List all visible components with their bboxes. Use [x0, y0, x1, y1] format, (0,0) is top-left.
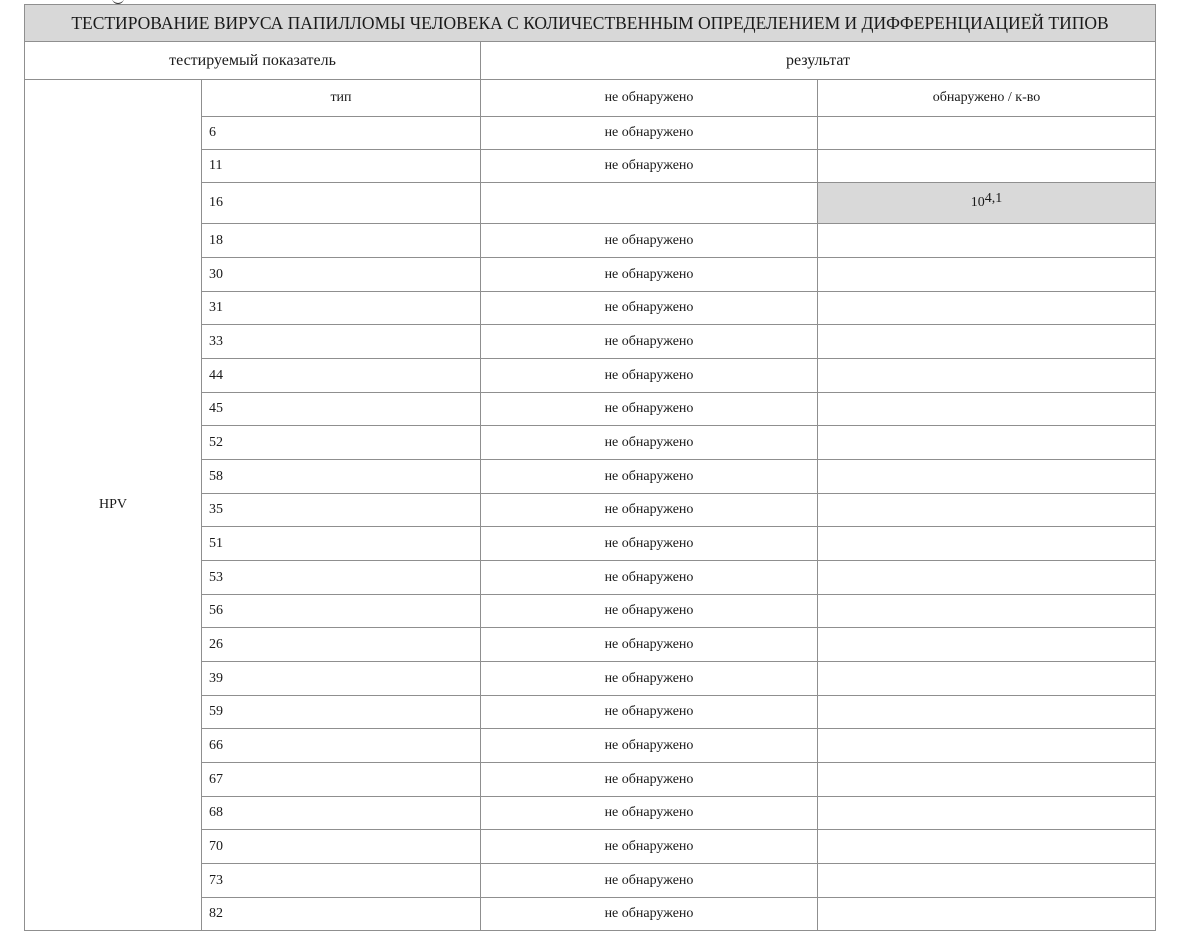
column-header-type: тип: [202, 80, 481, 117]
not-detected-cell: не обнаружено: [481, 527, 818, 561]
detected-quantity-cell: [818, 898, 1156, 931]
not-detected-cell: не обнаружено: [481, 325, 818, 359]
detected-quantity-cell: [818, 258, 1156, 292]
hpv-type-cell: 11: [202, 150, 481, 183]
not-detected-cell: не обнаружено: [481, 292, 818, 325]
hpv-type-cell: 35: [202, 494, 481, 527]
detected-quantity-cell: [818, 224, 1156, 258]
detected-quantity-cell: [818, 527, 1156, 561]
hpv-type-cell: 51: [202, 527, 481, 561]
not-detected-cell: не обнаружено: [481, 359, 818, 393]
detected-quantity-cell: [818, 460, 1156, 494]
not-detected-cell: не обнаружено: [481, 628, 818, 662]
not-detected-cell: не обнаружено: [481, 224, 818, 258]
detected-quantity-cell: [818, 150, 1156, 183]
detected-quantity-cell: [818, 494, 1156, 527]
detected-quantity-cell: [818, 696, 1156, 729]
indicator-name: HPV: [25, 80, 202, 931]
column-header-not-detected: не обнаружено: [481, 80, 818, 117]
not-detected-cell: не обнаружено: [481, 797, 818, 830]
detected-quantity-cell: [818, 183, 1156, 224]
not-detected-cell: не обнаружено: [481, 258, 818, 292]
detected-quantity-cell: [818, 864, 1156, 898]
header-result: результат: [481, 42, 1156, 80]
detected-quantity-cell: [818, 830, 1156, 864]
detected-quantity-cell: [818, 292, 1156, 325]
hpv-type-cell: 59: [202, 696, 481, 729]
detected-quantity-cell: [818, 561, 1156, 595]
detected-quantity-cell: [818, 797, 1156, 830]
detected-quantity-cell: [818, 628, 1156, 662]
hpv-type-cell: 18: [202, 224, 481, 258]
not-detected-cell: не обнаружено: [481, 460, 818, 494]
hpv-results-table: [24, 4, 1156, 931]
hpv-type-cell: 6: [202, 117, 481, 150]
detected-quantity-cell: [818, 117, 1156, 150]
not-detected-cell: не обнаружено: [481, 662, 818, 696]
quantity-base: 10: [970, 195, 985, 210]
quantity-exponent: 4,1: [984, 191, 1003, 206]
not-detected-cell: [481, 183, 818, 224]
hpv-type-cell: 67: [202, 763, 481, 797]
column-header-detected: обнаружено / к-во: [818, 80, 1156, 117]
hpv-type-cell: 26: [202, 628, 481, 662]
not-detected-cell: не обнаружено: [481, 393, 818, 426]
not-detected-cell: не обнаружено: [481, 763, 818, 797]
detected-quantity-cell: [818, 359, 1156, 393]
hpv-type-cell: 52: [202, 426, 481, 460]
not-detected-cell: не обнаружено: [481, 696, 818, 729]
detected-quantity-cell: [818, 662, 1156, 696]
detected-quantity-cell: [818, 426, 1156, 460]
hpv-type-cell: 31: [202, 292, 481, 325]
not-detected-cell: не обнаружено: [481, 864, 818, 898]
header-indicator: тестируемый показатель: [25, 42, 481, 80]
not-detected-cell: не обнаружено: [481, 830, 818, 864]
hpv-type-cell: 68: [202, 797, 481, 830]
not-detected-cell: не обнаружено: [481, 898, 818, 931]
detected-quantity-cell: [818, 729, 1156, 763]
hpv-type-cell: 58: [202, 460, 481, 494]
not-detected-cell: не обнаружено: [481, 595, 818, 628]
not-detected-cell: не обнаружено: [481, 150, 818, 183]
hpv-type-cell: 53: [202, 561, 481, 595]
hpv-type-cell: 30: [202, 258, 481, 292]
detected-quantity-cell: [818, 325, 1156, 359]
hpv-type-cell: 39: [202, 662, 481, 696]
not-detected-cell: не обнаружено: [481, 561, 818, 595]
detected-quantity-cell: [818, 595, 1156, 628]
hpv-type-cell: 70: [202, 830, 481, 864]
detected-quantity-cell: [818, 393, 1156, 426]
not-detected-cell: не обнаружено: [481, 117, 818, 150]
hpv-type-cell: 44: [202, 359, 481, 393]
hpv-type-cell: 82: [202, 898, 481, 931]
not-detected-cell: не обнаружено: [481, 426, 818, 460]
not-detected-cell: не обнаружено: [481, 729, 818, 763]
hpv-type-cell: 56: [202, 595, 481, 628]
hpv-type-cell: 66: [202, 729, 481, 763]
hpv-type-cell: 16: [202, 183, 481, 224]
hpv-type-cell: 33: [202, 325, 481, 359]
hpv-type-cell: 45: [202, 393, 481, 426]
hpv-type-cell: 73: [202, 864, 481, 898]
not-detected-cell: не обнаружено: [481, 494, 818, 527]
table-title: ТЕСТИРОВАНИЕ ВИРУСА ПАПИЛЛОМЫ ЧЕЛОВЕКА С КОЛИЧЕСТВЕННЫМ ОПРЕДЕЛЕНИЕМ И ДИФФЕРЕНЦИАЦИЕЙ ТИПОВ: [25, 5, 1156, 42]
detected-quantity-cell: [818, 763, 1156, 797]
